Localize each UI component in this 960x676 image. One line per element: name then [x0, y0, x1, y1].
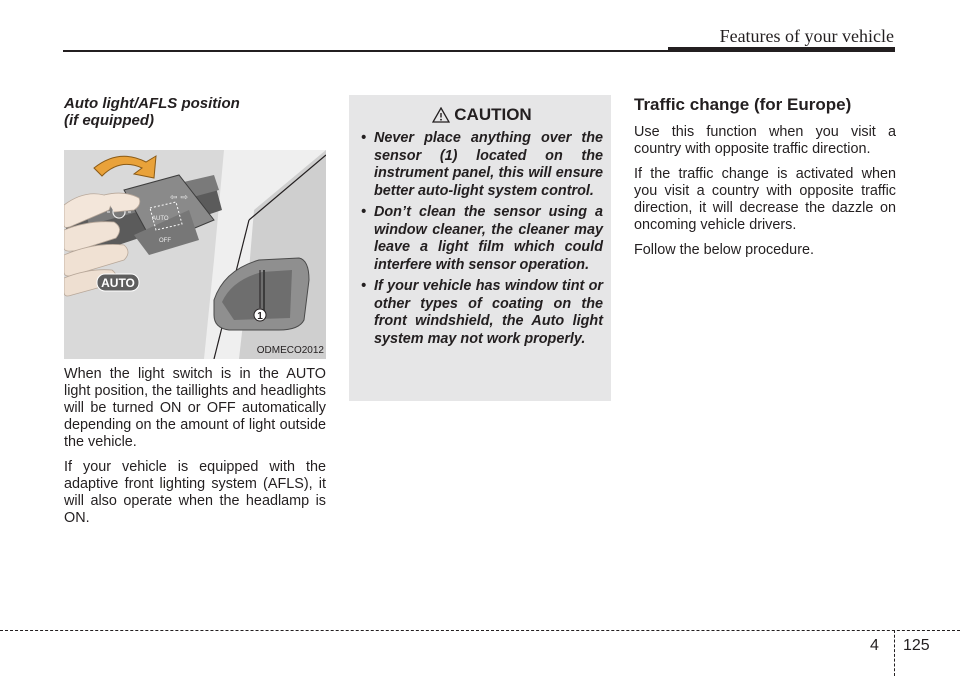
traffic-change-title: Traffic change (for Europe)	[634, 95, 852, 114]
chapter-number: 4	[870, 637, 879, 654]
caution-header	[361, 105, 603, 125]
auto-callout-label: AUTO	[101, 276, 135, 290]
page-number: 125	[903, 637, 930, 654]
traffic-change-paragraph-1: Use this function when you visit a country with opposite traffic direction.	[634, 124, 896, 157]
caution-item: • Never place anything over the sensor (1) located on the instrument panel, this will ensure better auto-light system control.	[361, 130, 603, 199]
middle-column	[349, 95, 611, 401]
footer-divider	[894, 630, 895, 676]
light-switch-illustration	[64, 150, 326, 359]
auto-light-subheading	[64, 95, 326, 129]
subheading-line-2: (if equipped)	[64, 112, 154, 129]
caution-item: • Don’t clean the sensor using a window cleaner, the cleaner may leave a light film which could interfere with sensor operation.	[361, 204, 603, 273]
caution-box	[349, 95, 611, 401]
svg-text:⇦ ⇨: ⇦ ⇨	[170, 193, 188, 203]
header-title: Features of your vehicle	[719, 26, 894, 46]
sensor-callout-number: 1	[257, 311, 263, 322]
subheading-line-1: Auto light/AFLS position	[64, 95, 240, 112]
auto-light-paragraph-2: If your vehicle is equipped with the adaptive front lighting system (AFLS), it will also operate when the headlamp is ON.	[64, 459, 326, 526]
traffic-change-paragraph-3: Follow the below procedure.	[634, 242, 814, 258]
auto-light-paragraph-1: When the light switch is in the AUTO light position, the taillights and headlights will be turned ON or OFF automatically depending on the amount of light outside the vehicle.	[64, 366, 326, 450]
right-column	[634, 95, 896, 267]
caution-title: CAUTION	[454, 105, 532, 124]
auto-light-figure	[64, 150, 326, 359]
traffic-change-paragraph-2: If the traffic change is activated when you visit a country with opposite traffic direction, it will decrease the dazzle on oncoming vehicle drivers.	[634, 166, 896, 233]
caution-list	[361, 130, 603, 348]
footer-rule	[0, 630, 960, 631]
warning-triangle-icon	[432, 107, 450, 123]
figure-code: ODMECO2012	[256, 345, 324, 356]
switch-label-off: OFF	[159, 238, 171, 244]
caution-item: • If your vehicle has window tint or other types of coating on the front windshield, the Auto light system may not work properly.	[361, 278, 603, 347]
left-column	[64, 95, 326, 535]
switch-label-auto: AUTO	[152, 216, 169, 222]
header-tab-bar	[668, 47, 895, 52]
